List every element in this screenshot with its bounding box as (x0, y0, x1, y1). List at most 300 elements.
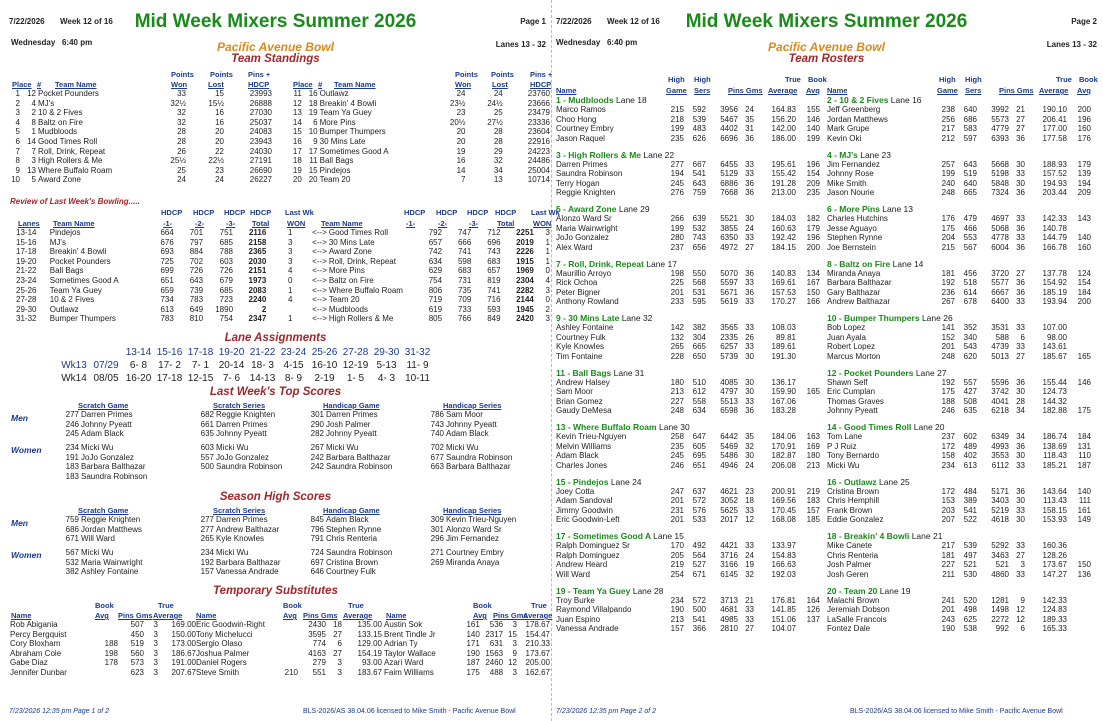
cell: 26690 (249, 165, 272, 175)
cell: Courtney Fulk (556, 332, 606, 342)
lane-assign-title: Lane Assignments (224, 332, 327, 344)
cell: 25 (177, 165, 186, 175)
cell: 30 (1016, 515, 1025, 525)
cell: 209 (1077, 188, 1091, 198)
cell: 450 (130, 629, 144, 639)
cell: 32 (745, 569, 754, 579)
cell: Josh Palmer (326, 419, 371, 429)
cell: 665 (692, 342, 706, 352)
cell: 237 (941, 432, 955, 441)
cell: 3 (545, 285, 550, 295)
subs-col-header: Book (473, 601, 492, 610)
team-label: 17 - Sometimes Good A (556, 531, 651, 541)
cell: 613 (963, 460, 977, 470)
cell: 651 (692, 460, 706, 470)
cell: 124.73 (1042, 387, 1067, 397)
cell: 20 (456, 127, 466, 137)
cell: 235 (670, 133, 684, 143)
cell: 4621 (720, 486, 738, 496)
cell: 4697 (991, 214, 1009, 223)
review-row (15, 257, 551, 267)
standings-col-header: Lost (492, 80, 508, 89)
score-col-header: Scratch Game (78, 506, 129, 515)
cell: 199 (806, 133, 820, 143)
cell: 629 (428, 266, 443, 276)
page-header (3, 0, 548, 52)
cell: Bob Lopez (827, 323, 866, 332)
cell: 36 (745, 133, 754, 143)
cell: 631 (489, 639, 504, 649)
cell: 189.61 (771, 342, 796, 352)
cell: 849 (487, 314, 501, 324)
cell: 340 (963, 332, 977, 342)
cell: Cristina Brown (827, 486, 880, 496)
cell: 5521 (720, 214, 738, 223)
cell: 9 (15, 165, 20, 175)
cell: 603 (200, 443, 214, 452)
cell: Bumper Thumpers (319, 127, 386, 137)
cell: 6886 (720, 178, 738, 188)
cell: Melvin Williams (556, 441, 612, 451)
cell: 759 (692, 188, 706, 198)
cell: 104.07 (771, 624, 796, 634)
cell: 157.52 (1042, 169, 1067, 179)
review-col-header: Total (497, 219, 515, 228)
review-col-header: -1- (406, 219, 416, 228)
standings-row (5, 108, 273, 118)
cell: Darren Primes (556, 159, 608, 169)
team-label: 2 - 10 & 2 Fives (827, 95, 889, 105)
cell: 256 (941, 114, 955, 124)
cell: 140 (806, 124, 820, 134)
cell: Adrian Ty (384, 639, 418, 649)
cell: 4779 (991, 124, 1009, 134)
roster-table (556, 378, 820, 416)
cell: 158 (941, 451, 955, 461)
cell: 7 (461, 175, 466, 185)
cell: 19 (308, 108, 318, 118)
cell: 19 (745, 560, 754, 570)
cell: 139 (1077, 169, 1091, 179)
lanes-range: Lanes 13 - 32 (495, 40, 546, 49)
cell: 637 (692, 486, 706, 496)
cell: 176 (1077, 133, 1091, 143)
standings-row (287, 166, 551, 176)
cell: 640 (963, 178, 977, 188)
cell: 519 (130, 639, 144, 649)
cell: 635 (963, 406, 977, 416)
cell: 685 (219, 237, 234, 247)
cell: 659 (160, 285, 174, 295)
cell: 25037 (249, 117, 272, 127)
cell: 634 (428, 256, 443, 266)
roster-row (556, 233, 820, 243)
cell: 213 (670, 387, 684, 397)
cell: 194.93 (1042, 178, 1067, 188)
cell: 33 (745, 614, 754, 624)
cell: 6667 (991, 287, 1009, 297)
cell (1067, 551, 1091, 561)
cell: 3 (153, 648, 158, 658)
cell: 131 (1077, 441, 1091, 451)
cell: 3531 (991, 323, 1009, 332)
team-lane: Lane 29 (618, 204, 650, 214)
cell: 498 (963, 605, 977, 615)
review-title: Review of Last Week's Bowling..... (10, 197, 140, 206)
cell: 118.43 (1043, 451, 1067, 461)
cell: 724 (310, 548, 324, 557)
cell: LaSalle Francois (827, 614, 887, 624)
cell: 183 (65, 462, 79, 472)
cell: 23 (215, 165, 224, 175)
cell: 551 (312, 667, 326, 677)
cell: 201 (941, 342, 955, 352)
cell: 24 (745, 550, 754, 560)
cell: Team Ya Guey (319, 108, 372, 118)
cell: 15½ (208, 98, 224, 108)
cell: 33 (745, 505, 754, 515)
cell: 277 (65, 410, 79, 419)
roster-table (827, 105, 1091, 143)
cell: 155 (806, 105, 820, 114)
standings-row (5, 156, 273, 166)
cell: <--> (312, 247, 327, 257)
cell (796, 406, 820, 416)
score-row (423, 420, 547, 430)
cell: 165 (806, 387, 820, 397)
footer-left-2: 7/23/2026 12:35 pm Page 2 of 2 (556, 708, 657, 715)
cell: 3 (153, 639, 158, 649)
standings-col-header: Points (210, 70, 233, 79)
cell: 521 (995, 560, 1009, 570)
lane-pair-label: 27-28 (342, 347, 369, 358)
cell: 231 (670, 505, 684, 515)
cell: 186.74 (1042, 432, 1067, 441)
cell: 269 (430, 557, 444, 567)
roster-row (827, 224, 1091, 234)
team-label: 19 - Team Ya Guey (556, 585, 631, 596)
cell: 4085 (720, 377, 738, 387)
cell: Andrew Heard (556, 560, 608, 570)
roster-col-header: High (965, 75, 982, 84)
roster-row (827, 323, 1091, 333)
page-2 (554, 0, 1102, 721)
roster-team-name (827, 313, 953, 323)
cell: 27 (1016, 124, 1025, 134)
cell: 140.78 (1042, 223, 1067, 233)
cell: Miranda Anaya (446, 557, 500, 567)
cell (281, 620, 299, 630)
cell: 193.94 (1042, 297, 1067, 307)
cell: 6 (1020, 624, 1025, 634)
subs-col-header: Pins Gms (118, 611, 153, 620)
cell: 3 (545, 228, 550, 237)
roster-row (827, 624, 1091, 634)
cell: 510 (692, 377, 706, 387)
cell: 28 (493, 136, 503, 146)
cell: 169.56 (771, 496, 796, 506)
review-row (15, 238, 551, 248)
lane-matchup: 17-18 (156, 373, 183, 384)
score-row (303, 567, 427, 577)
standings-row (5, 147, 273, 157)
cell: 175 (466, 667, 480, 677)
roster-row (556, 541, 820, 551)
subs-col-header: True (531, 601, 547, 610)
roster-row (827, 432, 1091, 442)
cell: 35 (745, 432, 754, 441)
lane-assign-row (59, 373, 433, 384)
cell: Micki Wu (216, 548, 249, 557)
roster-row (827, 169, 1091, 179)
lane-pair-label: 29-30 (373, 347, 400, 358)
cell: 176.81 (771, 595, 796, 605)
cell: 12 (27, 89, 36, 98)
cell: 23993 (249, 89, 272, 98)
cell: 33 (1016, 541, 1025, 550)
cell: 32 (745, 441, 754, 451)
cell: 5198 (991, 169, 1009, 179)
cell: 3 (15, 108, 20, 118)
cell: 25-26 (16, 285, 37, 295)
standings-col-header: # (37, 80, 42, 89)
standings-col-header: Won (455, 80, 472, 89)
cell: 277 (200, 515, 214, 524)
cell: Andrew Halsey (556, 377, 610, 387)
cell: 27191 (249, 156, 272, 166)
cell: 227 (670, 396, 684, 406)
roster-col-header: Book (1079, 75, 1098, 84)
cell: Johnny Pyeatt (81, 419, 132, 429)
cell: 2017 (720, 515, 738, 525)
cell: 210.33 (525, 639, 550, 649)
cell: 3 (545, 314, 550, 324)
page-1 (3, 0, 560, 721)
cell: Ashley Fontaine (81, 567, 139, 577)
score-row (193, 567, 317, 577)
cell: Marco Ramos (556, 105, 606, 114)
subs-col-header: Avg (473, 611, 487, 620)
cell: 2030 (248, 256, 267, 266)
cell: Shawn Self (827, 377, 868, 387)
subs-row (9, 668, 197, 678)
roster-col-header: Pins Gms (728, 86, 763, 95)
roster-row (556, 297, 820, 307)
cell: 180 (806, 451, 820, 461)
lane-week: Wk13 (61, 360, 87, 371)
lane-matchup: 17- 2 (158, 360, 181, 371)
cell: Eddie Gonzalez (827, 515, 884, 525)
cell: 191 (65, 452, 79, 462)
review-col-header: HDCP (467, 208, 489, 217)
subs-row (383, 639, 551, 649)
cell: 173.67 (525, 648, 550, 658)
cell: 712 (487, 228, 501, 237)
cell (454, 668, 462, 678)
cell: 16 (215, 117, 224, 127)
cell: Johnny Pyeatt (326, 429, 377, 439)
roster-row (556, 461, 820, 471)
cell: Pindejos (49, 228, 81, 237)
cell: 14 (292, 117, 302, 127)
cell: 479 (963, 214, 977, 223)
cell: Micki Wu (446, 443, 479, 452)
cell: 754 (428, 275, 443, 285)
cell: 149 (1077, 515, 1091, 525)
roster-table (556, 432, 820, 470)
team-label: 7 - Roll, Drink, Repeat (556, 258, 644, 269)
cell: 183.67 (357, 667, 382, 677)
cell: 6 (15, 136, 20, 146)
cell: 679 (219, 275, 234, 285)
cell: 179 (806, 223, 820, 233)
cell: Anthony Rowland (556, 297, 619, 307)
cell: Roll, Drink, Repeat (328, 256, 396, 266)
page-header-2 (554, 0, 1099, 52)
cell (97, 630, 119, 640)
cell: 188 (104, 639, 118, 649)
cell: Johnny Rose (827, 169, 874, 179)
cell: 33 (745, 278, 754, 288)
cell: 12 (745, 515, 754, 525)
cell: 133.97 (771, 541, 796, 550)
cell: Abraham Cole (10, 648, 62, 658)
cell: 634 (692, 406, 706, 416)
subs-col-header: Pins Gms (493, 611, 528, 620)
cell: 603 (219, 256, 234, 266)
team-lane: Lane 18 (615, 95, 647, 105)
cell: 643 (963, 159, 977, 169)
cell (796, 551, 820, 561)
cell: 15 (215, 89, 224, 98)
roster-col-header: True (785, 75, 801, 84)
roster-row (556, 624, 820, 634)
roster-row (556, 169, 820, 179)
cell: 36 (1016, 486, 1025, 496)
subs-row (9, 620, 197, 630)
cell: Mark Grupe (827, 124, 870, 134)
cell: 150 (806, 287, 820, 297)
cell: 19 (456, 146, 466, 156)
cell: 203.44 (1042, 188, 1067, 198)
lane-matchup: 7- 6 (222, 373, 241, 384)
cell: 93.00 (361, 658, 382, 668)
league-title: Mid Week Mixers Summer 2026 (134, 11, 417, 32)
cell: 22½ (208, 156, 224, 166)
cell: 185.19 (1042, 287, 1067, 297)
cell: 742 (428, 247, 443, 257)
score-row (303, 548, 427, 558)
cell: 20½ (449, 117, 466, 127)
cell: 162.67 (525, 667, 550, 677)
cell: 163 (806, 432, 820, 441)
roster-table (827, 432, 1091, 470)
cell: 1563 (485, 648, 504, 658)
team-lane: Lane 32 (621, 313, 653, 323)
cell (1067, 333, 1091, 343)
cell: 24 (745, 223, 754, 233)
cell: 3 (337, 658, 342, 668)
cell: Darren Primes (81, 410, 133, 419)
cell: 402 (963, 451, 977, 461)
cell: 666 (457, 237, 472, 247)
cell: 657 (428, 237, 443, 247)
cell: 143.61 (1042, 342, 1067, 352)
cell: 16 (308, 89, 318, 98)
cell: 538 (963, 624, 977, 634)
cell: Barbara Balthazar (216, 557, 281, 567)
roster-row (827, 134, 1091, 144)
cell: 9 (512, 648, 517, 658)
cell: <--> (312, 237, 327, 247)
cell: 518 (963, 278, 977, 288)
cell: 189.33 (1042, 614, 1067, 624)
cell: 27 (333, 629, 342, 639)
cell: 168.08 (771, 515, 796, 525)
subs-col-header: Average (153, 611, 183, 620)
cell: 213.00 (771, 188, 796, 198)
report-date-2: 7/22/2026 (556, 17, 592, 26)
cell: 206.41 (1042, 114, 1067, 124)
cell: 266 (670, 214, 684, 223)
cell: 671 (692, 569, 706, 579)
cell: 137.78 (1042, 268, 1067, 278)
cell: 155.44 (1042, 377, 1067, 387)
cell: 166 (806, 297, 820, 307)
cell: 196 (806, 233, 820, 243)
score-row (58, 429, 182, 439)
subs-col-header: Avg (283, 611, 297, 620)
cell: Eric Goodwin-Left (556, 515, 620, 525)
data-table (58, 443, 182, 481)
cell: 170 (670, 541, 684, 550)
cell: Micki Wu (326, 443, 359, 452)
cell: 30 Mins Late (328, 237, 375, 247)
subs-col-header: Average (343, 611, 373, 620)
roster-team-name (556, 531, 684, 541)
roster-row (556, 115, 820, 125)
cell: 10 (308, 127, 318, 137)
standings-row (287, 147, 551, 157)
team-lane: Lane 27 (915, 367, 947, 378)
cell: 304 (692, 332, 706, 342)
cell: 3553 (991, 451, 1009, 461)
cell: 19 (292, 165, 302, 175)
cell: 27 (1016, 351, 1025, 361)
cell (796, 541, 820, 551)
cell: 716 (487, 295, 501, 305)
cell: 195.61 (771, 159, 796, 169)
cell: Brent Tindle Jr (384, 629, 436, 639)
roster-row (827, 342, 1091, 352)
roster-table (827, 214, 1091, 252)
standings-col-header: Place (293, 80, 313, 89)
score-row (423, 548, 547, 558)
cell: P J Ruiz (827, 441, 857, 451)
cell: 33 (1016, 169, 1025, 179)
cell: 605 (692, 441, 706, 451)
roster-row (556, 342, 820, 352)
roster-row (556, 323, 820, 333)
score-row (423, 525, 547, 535)
cell: 541 (963, 505, 977, 515)
cell: 277 (200, 524, 214, 534)
cell: 194 (1077, 178, 1091, 188)
team-label: 16 - Outlawz (827, 476, 877, 487)
roster-row (827, 160, 1091, 170)
cell: Joshua Palmer (196, 648, 250, 658)
cell: <--> (312, 275, 327, 285)
